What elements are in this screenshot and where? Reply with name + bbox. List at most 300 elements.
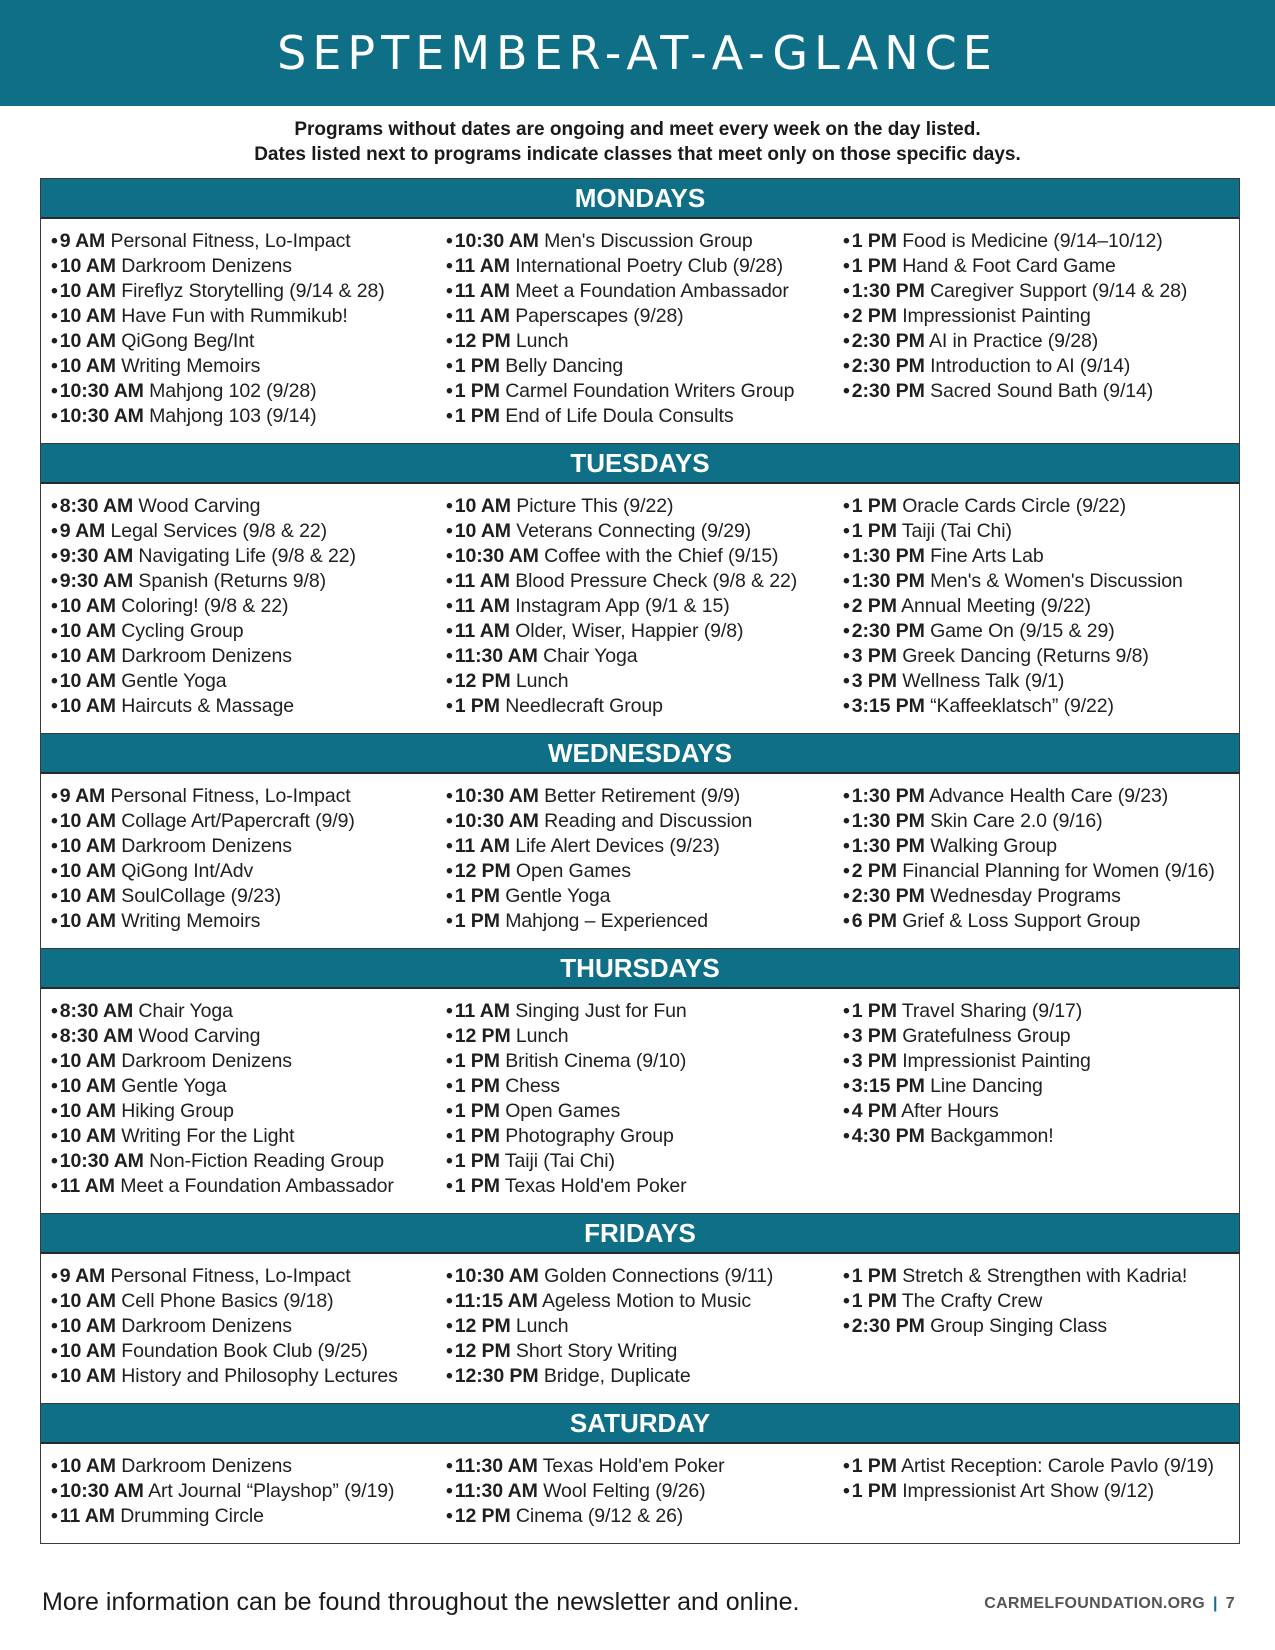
bullet-icon: • bbox=[843, 1000, 850, 1022]
program-time: 1 PM bbox=[454, 1075, 500, 1097]
program-title: Lunch bbox=[515, 1315, 569, 1337]
program-title: Drumming Circle bbox=[120, 1505, 264, 1527]
program-item bbox=[51, 694, 442, 719]
bullet-icon: • bbox=[843, 1075, 850, 1097]
program-time: 10:30 AM bbox=[59, 1150, 144, 1172]
bullet-icon: • bbox=[51, 230, 58, 252]
bullet-icon: • bbox=[843, 885, 850, 907]
bullet-icon: • bbox=[51, 1000, 58, 1022]
program-item bbox=[51, 1289, 442, 1314]
bullet-icon: • bbox=[843, 1125, 850, 1147]
program-time: 10 AM bbox=[59, 835, 116, 857]
bullet-icon: • bbox=[51, 1075, 58, 1097]
program-time: 1 PM bbox=[454, 695, 500, 717]
program-column bbox=[51, 1454, 446, 1529]
program-time: 2:30 PM bbox=[851, 330, 925, 352]
program-item bbox=[446, 1454, 839, 1479]
bullet-icon: • bbox=[446, 835, 453, 857]
program-title: Wool Felting (9/26) bbox=[543, 1480, 706, 1502]
program-time: 11 AM bbox=[454, 595, 510, 617]
program-item bbox=[843, 594, 1229, 619]
program-time: 3 PM bbox=[851, 670, 897, 692]
program-item bbox=[446, 669, 839, 694]
bullet-icon: • bbox=[51, 1125, 58, 1147]
program-time: 1:30 PM bbox=[851, 280, 925, 302]
program-item bbox=[51, 1314, 442, 1339]
program-title: Ageless Motion to Music bbox=[542, 1290, 752, 1312]
program-title: Taiji (Tai Chi) bbox=[504, 1150, 615, 1172]
program-title: Bridge, Duplicate bbox=[543, 1365, 691, 1387]
program-time: 1 PM bbox=[851, 230, 897, 252]
program-title: Fireflyz Storytelling (9/14 & 28) bbox=[121, 280, 385, 302]
program-item bbox=[843, 1124, 1229, 1149]
program-title: Darkroom Denizens bbox=[121, 1050, 292, 1072]
program-item bbox=[843, 1314, 1229, 1339]
program-title: Art Journal “Playshop” (9/19) bbox=[148, 1480, 395, 1502]
bullet-icon: • bbox=[446, 520, 453, 542]
footer-separator: | bbox=[1213, 1595, 1218, 1612]
program-title: Carmel Foundation Writers Group bbox=[505, 380, 795, 402]
program-title: Legal Services (9/8 & 22) bbox=[110, 520, 327, 542]
program-title: Lunch bbox=[515, 1025, 569, 1047]
bullet-icon: • bbox=[446, 280, 453, 302]
program-time: 10 AM bbox=[59, 670, 116, 692]
program-column bbox=[843, 229, 1233, 429]
bullet-icon: • bbox=[843, 380, 850, 402]
program-title: Wednesday Programs bbox=[930, 885, 1121, 907]
program-item bbox=[843, 229, 1229, 254]
program-column bbox=[51, 1264, 446, 1389]
bullet-icon: • bbox=[446, 1365, 453, 1387]
program-item bbox=[843, 669, 1229, 694]
program-time: 1 PM bbox=[851, 255, 897, 277]
program-item bbox=[446, 1289, 839, 1314]
bullet-icon: • bbox=[843, 810, 850, 832]
program-item bbox=[51, 254, 442, 279]
bullet-icon: • bbox=[446, 620, 453, 642]
program-item bbox=[843, 569, 1229, 594]
day-programs bbox=[41, 1444, 1239, 1543]
footer-site-info bbox=[984, 1595, 1235, 1613]
program-time: 1 PM bbox=[454, 885, 500, 907]
program-item bbox=[843, 304, 1229, 329]
program-time: 11:30 AM bbox=[454, 645, 538, 667]
program-title: Skin Care 2.0 (9/16) bbox=[930, 810, 1103, 832]
program-item bbox=[843, 884, 1229, 909]
program-title: Writing Memoirs bbox=[121, 910, 261, 932]
program-column bbox=[446, 494, 843, 719]
program-time: 10 AM bbox=[59, 1290, 116, 1312]
program-item bbox=[446, 809, 839, 834]
program-item bbox=[446, 694, 839, 719]
program-time: 12 PM bbox=[454, 1340, 511, 1362]
program-time: 9 AM bbox=[59, 230, 106, 252]
program-column bbox=[446, 1264, 843, 1389]
program-title: Life Alert Devices (9/23) bbox=[515, 835, 720, 857]
bullet-icon: • bbox=[843, 695, 850, 717]
program-title: Picture This (9/22) bbox=[516, 495, 674, 517]
bullet-icon: • bbox=[51, 1050, 58, 1072]
program-item bbox=[51, 1504, 442, 1529]
program-title: Food is Medicine (9/14–10/12) bbox=[902, 230, 1163, 252]
bullet-icon: • bbox=[843, 835, 850, 857]
program-title: Foundation Book Club (9/25) bbox=[121, 1340, 368, 1362]
program-title: Caregiver Support (9/14 & 28) bbox=[930, 280, 1188, 302]
bullet-icon: • bbox=[51, 255, 58, 277]
program-title: Paperscapes (9/28) bbox=[515, 305, 684, 327]
bullet-icon: • bbox=[843, 1050, 850, 1072]
program-time: 10 AM bbox=[59, 1365, 116, 1387]
program-time: 9 AM bbox=[59, 520, 106, 542]
program-title: AI in Practice (9/28) bbox=[928, 330, 1099, 352]
program-title: Better Retirement (9/9) bbox=[544, 785, 741, 807]
page-title: SEPTEMBER-AT-A-GLANCE bbox=[277, 26, 998, 80]
day-section-tuesdays bbox=[41, 444, 1239, 734]
program-item bbox=[51, 909, 442, 934]
footer-note: More information can be found throughout the newsletter and online. bbox=[42, 1588, 800, 1616]
program-item bbox=[51, 1149, 442, 1174]
day-programs bbox=[41, 774, 1239, 949]
program-time: 10:30 AM bbox=[454, 810, 539, 832]
program-title: Haircuts & Massage bbox=[121, 695, 294, 717]
page-number: 7 bbox=[1225, 1595, 1235, 1612]
intro-line-1: Programs without dates are ongoing and meet every week on the day listed. bbox=[294, 119, 981, 140]
program-item bbox=[446, 1314, 839, 1339]
bullet-icon: • bbox=[843, 495, 850, 517]
program-time: 11 AM bbox=[454, 255, 510, 277]
program-item bbox=[843, 354, 1229, 379]
program-time: 10:30 AM bbox=[454, 230, 539, 252]
program-item bbox=[446, 544, 839, 569]
program-time: 12 PM bbox=[454, 330, 511, 352]
program-title: Hand & Foot Card Game bbox=[902, 255, 1116, 277]
day-section-wednesdays bbox=[41, 734, 1239, 949]
program-item bbox=[51, 784, 442, 809]
program-time: 1 PM bbox=[851, 1455, 897, 1477]
program-time: 10 AM bbox=[59, 810, 116, 832]
program-item bbox=[51, 519, 442, 544]
program-item bbox=[843, 1264, 1229, 1289]
bullet-icon: • bbox=[51, 595, 58, 617]
program-title: Open Games bbox=[505, 1100, 621, 1122]
program-item bbox=[446, 379, 839, 404]
bullet-icon: • bbox=[51, 1025, 58, 1047]
day-section-saturday bbox=[41, 1404, 1239, 1543]
program-time: 1:30 PM bbox=[851, 785, 925, 807]
program-title: Annual Meeting (9/22) bbox=[901, 595, 1091, 617]
bullet-icon: • bbox=[446, 1000, 453, 1022]
bullet-icon: • bbox=[446, 1175, 453, 1197]
program-title: Wellness Talk (9/1) bbox=[902, 670, 1065, 692]
program-title: Veterans Connecting (9/29) bbox=[516, 520, 752, 542]
program-time: 10 AM bbox=[454, 520, 511, 542]
program-item bbox=[843, 694, 1229, 719]
program-time: 12 PM bbox=[454, 670, 511, 692]
program-item bbox=[843, 254, 1229, 279]
program-item bbox=[51, 1174, 442, 1199]
program-item bbox=[51, 569, 442, 594]
program-item bbox=[51, 1264, 442, 1289]
program-time: 10 AM bbox=[59, 330, 116, 352]
program-title: Darkroom Denizens bbox=[121, 1315, 292, 1337]
program-time: 9:30 AM bbox=[59, 570, 134, 592]
bullet-icon: • bbox=[51, 885, 58, 907]
bullet-icon: • bbox=[446, 1480, 453, 1502]
bullet-icon: • bbox=[51, 1340, 58, 1362]
program-time: 10 AM bbox=[59, 910, 116, 932]
program-item bbox=[843, 834, 1229, 859]
bullet-icon: • bbox=[51, 910, 58, 932]
program-item bbox=[843, 1479, 1229, 1504]
program-title: Gentle Yoga bbox=[121, 670, 227, 692]
bullet-icon: • bbox=[51, 785, 58, 807]
program-time: 10:30 AM bbox=[59, 380, 144, 402]
bullet-icon: • bbox=[51, 695, 58, 717]
day-header: MONDAYS bbox=[41, 179, 1239, 219]
program-title: Impressionist Art Show (9/12) bbox=[902, 1480, 1154, 1502]
program-item bbox=[446, 784, 839, 809]
program-column bbox=[51, 229, 446, 429]
program-title: Impressionist Painting bbox=[902, 305, 1091, 327]
program-time: 10 AM bbox=[59, 1340, 116, 1362]
program-time: 2:30 PM bbox=[851, 885, 925, 907]
program-time: 8:30 AM bbox=[59, 1025, 134, 1047]
program-title: Older, Wiser, Happier (9/8) bbox=[515, 620, 744, 642]
program-item bbox=[843, 909, 1229, 934]
program-item bbox=[843, 1049, 1229, 1074]
program-item bbox=[51, 379, 442, 404]
program-item bbox=[843, 999, 1229, 1024]
program-time: 1:30 PM bbox=[851, 570, 925, 592]
bullet-icon: • bbox=[843, 305, 850, 327]
program-title: Cell Phone Basics (9/18) bbox=[121, 1290, 334, 1312]
program-item bbox=[51, 544, 442, 569]
program-time: 11 AM bbox=[454, 305, 510, 327]
bullet-icon: • bbox=[446, 380, 453, 402]
program-item bbox=[51, 834, 442, 859]
bullet-icon: • bbox=[446, 860, 453, 882]
bullet-icon: • bbox=[446, 1025, 453, 1047]
program-time: 3:15 PM bbox=[851, 1075, 925, 1097]
program-title: Texas Hold'em Poker bbox=[504, 1175, 687, 1197]
program-time: 2 PM bbox=[851, 595, 897, 617]
program-time: 3 PM bbox=[851, 645, 897, 667]
program-title: Travel Sharing (9/17) bbox=[901, 1000, 1083, 1022]
program-title: Introduction to AI (9/14) bbox=[930, 355, 1131, 377]
program-title: Men's & Women's Discussion bbox=[930, 570, 1183, 592]
program-time: 1 PM bbox=[454, 1125, 500, 1147]
program-time: 12:30 PM bbox=[454, 1365, 539, 1387]
program-item bbox=[446, 909, 839, 934]
program-column bbox=[51, 494, 446, 719]
bullet-icon: • bbox=[51, 810, 58, 832]
program-title: Gentle Yoga bbox=[505, 885, 611, 907]
day-programs bbox=[41, 989, 1239, 1214]
program-time: 1 PM bbox=[851, 520, 897, 542]
program-title: Wood Carving bbox=[138, 495, 261, 517]
program-time: 10 AM bbox=[59, 595, 116, 617]
program-title: Stretch & Strengthen with Kadria! bbox=[902, 1265, 1188, 1287]
bullet-icon: • bbox=[843, 1290, 850, 1312]
program-item bbox=[843, 379, 1229, 404]
program-title: Backgammon! bbox=[930, 1125, 1054, 1147]
program-time: 1 PM bbox=[851, 495, 897, 517]
program-title: Chair Yoga bbox=[138, 1000, 233, 1022]
program-time: 9:30 AM bbox=[59, 545, 134, 567]
bullet-icon: • bbox=[51, 1290, 58, 1312]
bullet-icon: • bbox=[843, 1455, 850, 1477]
bullet-icon: • bbox=[843, 1265, 850, 1287]
bullet-icon: • bbox=[446, 495, 453, 517]
program-item bbox=[446, 254, 839, 279]
bullet-icon: • bbox=[446, 1150, 453, 1172]
program-title: Grief & Loss Support Group bbox=[902, 910, 1141, 932]
program-title: After Hours bbox=[901, 1100, 999, 1122]
bullet-icon: • bbox=[51, 1365, 58, 1387]
program-time: 10 AM bbox=[59, 695, 116, 717]
program-title: Darkroom Denizens bbox=[121, 1455, 292, 1477]
program-time: 2:30 PM bbox=[851, 1315, 925, 1337]
bullet-icon: • bbox=[843, 785, 850, 807]
program-item bbox=[51, 1074, 442, 1099]
bullet-icon: • bbox=[51, 380, 58, 402]
program-item bbox=[446, 999, 839, 1024]
program-item bbox=[446, 519, 839, 544]
program-column bbox=[843, 999, 1233, 1199]
bullet-icon: • bbox=[51, 1100, 58, 1122]
program-time: 2 PM bbox=[851, 860, 897, 882]
day-section-fridays bbox=[41, 1214, 1239, 1404]
program-title: Greek Dancing (Returns 9/8) bbox=[902, 645, 1149, 667]
bullet-icon: • bbox=[446, 305, 453, 327]
program-title: Impressionist Painting bbox=[902, 1050, 1091, 1072]
bullet-icon: • bbox=[446, 695, 453, 717]
footer-site-link[interactable]: CARMELFOUNDATION.ORG bbox=[984, 1595, 1206, 1612]
program-time: 12 PM bbox=[454, 1505, 511, 1527]
program-item bbox=[446, 834, 839, 859]
program-time: 1 PM bbox=[454, 405, 500, 427]
day-programs bbox=[41, 219, 1239, 444]
program-title: History and Philosophy Lectures bbox=[121, 1365, 398, 1387]
program-time: 10 AM bbox=[59, 1125, 116, 1147]
program-item bbox=[51, 1339, 442, 1364]
program-time: 1 PM bbox=[851, 1000, 897, 1022]
program-item bbox=[446, 279, 839, 304]
program-title: Collage Art/Papercraft (9/9) bbox=[121, 810, 355, 832]
program-title: Wood Carving bbox=[138, 1025, 261, 1047]
bullet-icon: • bbox=[446, 1290, 453, 1312]
program-item bbox=[51, 644, 442, 669]
program-title: Texas Hold'em Poker bbox=[542, 1455, 725, 1477]
program-time: 9 AM bbox=[59, 785, 106, 807]
program-title: Chess bbox=[505, 1075, 560, 1097]
program-title: Navigating Life (9/8 & 22) bbox=[138, 545, 356, 567]
program-item bbox=[446, 1149, 839, 1174]
bullet-icon: • bbox=[51, 860, 58, 882]
program-title: Photography Group bbox=[505, 1125, 674, 1147]
program-time: 11:15 AM bbox=[454, 1290, 538, 1312]
program-item bbox=[843, 809, 1229, 834]
program-item bbox=[843, 644, 1229, 669]
bullet-icon: • bbox=[843, 330, 850, 352]
program-item bbox=[843, 329, 1229, 354]
program-title: QiGong Beg/Int bbox=[121, 330, 255, 352]
program-item bbox=[51, 1454, 442, 1479]
program-title: Open Games bbox=[515, 860, 631, 882]
day-header: SATURDAY bbox=[41, 1404, 1239, 1444]
program-item bbox=[51, 999, 442, 1024]
program-column bbox=[446, 1454, 843, 1529]
program-title: “Kaffeeklatsch” (9/22) bbox=[930, 695, 1114, 717]
program-item bbox=[446, 1264, 839, 1289]
bullet-icon: • bbox=[51, 1265, 58, 1287]
bullet-icon: • bbox=[446, 885, 453, 907]
program-item bbox=[51, 1099, 442, 1124]
program-title: QiGong Int/Adv bbox=[121, 860, 254, 882]
program-time: 2:30 PM bbox=[851, 355, 925, 377]
bullet-icon: • bbox=[446, 1505, 453, 1527]
program-item bbox=[446, 859, 839, 884]
bullet-icon: • bbox=[51, 1175, 58, 1197]
program-time: 10 AM bbox=[59, 255, 116, 277]
program-time: 8:30 AM bbox=[59, 495, 134, 517]
bullet-icon: • bbox=[843, 1480, 850, 1502]
program-time: 4:30 PM bbox=[851, 1125, 925, 1147]
program-item bbox=[51, 329, 442, 354]
program-title: British Cinema (9/10) bbox=[505, 1050, 687, 1072]
program-item bbox=[51, 619, 442, 644]
program-title: Artist Reception: Carole Pavlo (9/19) bbox=[901, 1455, 1214, 1477]
program-item bbox=[51, 354, 442, 379]
program-title: Advance Health Care (9/23) bbox=[928, 785, 1169, 807]
bullet-icon: • bbox=[843, 570, 850, 592]
program-time: 1:30 PM bbox=[851, 835, 925, 857]
program-item bbox=[446, 1124, 839, 1149]
bullet-icon: • bbox=[843, 1100, 850, 1122]
program-time: 12 PM bbox=[454, 1315, 511, 1337]
program-item bbox=[51, 1124, 442, 1149]
program-item bbox=[446, 1099, 839, 1124]
program-item bbox=[843, 1289, 1229, 1314]
program-item bbox=[446, 619, 839, 644]
program-item bbox=[446, 594, 839, 619]
program-title: Instagram App (9/1 & 15) bbox=[515, 595, 730, 617]
program-title: Walking Group bbox=[930, 835, 1058, 857]
program-title: Coffee with the Chief (9/15) bbox=[544, 545, 779, 567]
program-title: SoulCollage (9/23) bbox=[121, 885, 281, 907]
program-title: Coloring! (9/8 & 22) bbox=[121, 595, 289, 617]
intro-line-2: Dates listed next to programs indicate classes that meet only on those specific days. bbox=[254, 144, 1021, 165]
bullet-icon: • bbox=[843, 860, 850, 882]
program-title: Singing Just for Fun bbox=[515, 1000, 687, 1022]
program-column bbox=[843, 784, 1233, 934]
bullet-icon: • bbox=[51, 330, 58, 352]
program-title: Chair Yoga bbox=[543, 645, 638, 667]
program-column bbox=[51, 999, 446, 1199]
program-time: 2:30 PM bbox=[851, 380, 925, 402]
program-time: 10 AM bbox=[59, 280, 116, 302]
bullet-icon: • bbox=[51, 405, 58, 427]
program-time: 11 AM bbox=[59, 1175, 115, 1197]
day-programs bbox=[41, 1254, 1239, 1404]
bullet-icon: • bbox=[446, 1340, 453, 1362]
program-time: 1 PM bbox=[851, 1290, 897, 1312]
program-item bbox=[446, 494, 839, 519]
program-time: 2 PM bbox=[851, 305, 897, 327]
program-time: 10 AM bbox=[59, 1100, 116, 1122]
schedule-table bbox=[40, 178, 1240, 1544]
program-time: 10 AM bbox=[59, 645, 116, 667]
